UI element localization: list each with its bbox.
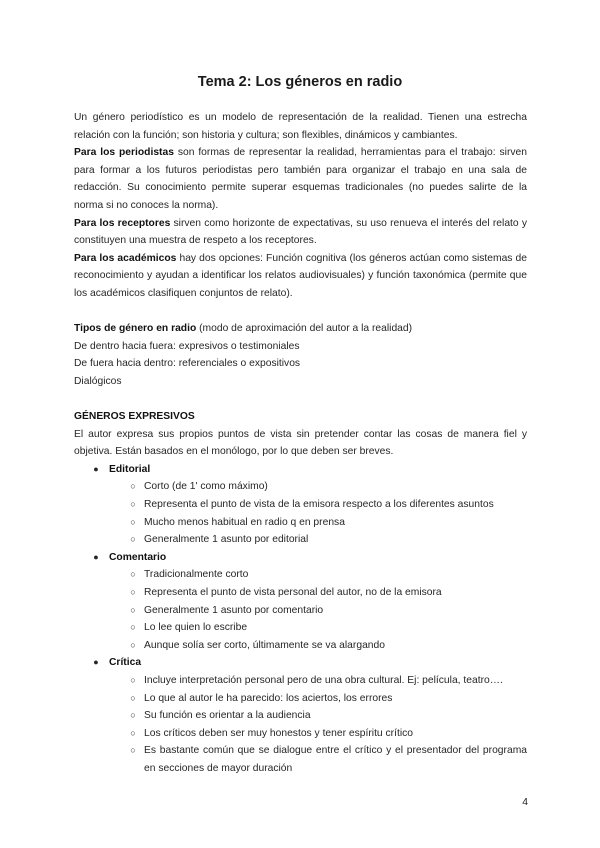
- genre-item-critica: [74, 654, 527, 777]
- list-item-text: Su función es orientar a la audiencia: [144, 710, 311, 722]
- list-item-text: Mucho menos habitual en radio q en prensa: [144, 516, 345, 528]
- list-item-text: Generalmente 1 asunto por editorial: [144, 534, 309, 546]
- circle-bullet-icon: ○: [130, 622, 136, 633]
- periodistas-paragraph: [74, 144, 527, 214]
- circle-bullet-icon: ○: [130, 745, 136, 756]
- page-number: 4: [522, 797, 528, 808]
- list-item-text: Representa el punto de vista de la emisora respecto a los diferentes asuntos: [144, 499, 494, 511]
- bullet-icon: ●: [93, 463, 99, 474]
- tipos-heading: [74, 320, 527, 338]
- list-item: [74, 478, 527, 496]
- circle-bullet-icon: ○: [130, 516, 136, 527]
- circle-bullet-icon: ○: [130, 692, 136, 703]
- genre-sublist: [109, 478, 527, 548]
- list-item-text: Lo que al autor le ha parecido: los aciertos, los errores: [144, 692, 393, 704]
- list-item: [74, 707, 527, 725]
- list-item-text: Incluye interpretación personal pero de una obra cultural. Ej: película, teatro….: [144, 675, 503, 686]
- list-item: [74, 531, 527, 549]
- expresivos-heading-text: GÉNEROS EXPRESIVOS: [74, 411, 195, 423]
- circle-bullet-icon: ○: [130, 639, 136, 650]
- list-item: [74, 725, 527, 743]
- circle-bullet-icon: ○: [130, 727, 136, 738]
- genre-sublist: [109, 672, 527, 778]
- bullet-icon: ●: [93, 551, 99, 562]
- genre-sublist: [109, 566, 527, 654]
- genre-item-editorial: [74, 461, 527, 549]
- bullet-icon: ●: [93, 657, 99, 668]
- list-item: [74, 619, 527, 637]
- academicos-text: hay dos opciones: Función cognitiva (los géneros actúan como sistemas de reconocimiento y ayudan a identificar los relatos audiovisuales) y función taxonómica (permite que los académicos clasifiquen conjuntos de relato).: [74, 252, 528, 299]
- academicos-paragraph: [74, 250, 527, 303]
- list-item: [74, 584, 527, 602]
- receptores-paragraph: [74, 215, 527, 250]
- list-item-text: Aunque solía ser corto, últimamente se va alargando: [144, 639, 385, 651]
- list-item: [74, 690, 527, 708]
- list-item: [74, 672, 527, 690]
- list-item: [74, 566, 527, 584]
- list-item-text: Tradicionalmente corto: [144, 569, 249, 581]
- list-item-text: Generalmente 1 asunto por comentario: [144, 604, 324, 616]
- genre-item-comentario: [74, 549, 527, 655]
- page-content: [74, 109, 527, 778]
- tipos-line: De fuera hacia dentro: referenciales o expositivos: [74, 358, 301, 370]
- list-item-text: Los críticos deben ser muy honestos y tener espíritu crítico: [144, 727, 413, 739]
- list-item: [74, 514, 527, 532]
- intro-paragraph: Un género periodístico es un modelo de representación de la realidad. Tienen una estrecha relación con la función; son historia y cultura; son flexibles, dinámicos y cambiantes.: [74, 112, 527, 141]
- receptores-text: sirven como horizonte de expectativas, su uso renueva el interés del relato y constituyen una muestra de respeto a los receptores.: [74, 217, 527, 247]
- circle-bullet-icon: ○: [130, 710, 136, 721]
- circle-bullet-icon: ○: [130, 604, 136, 615]
- circle-bullet-icon: ○: [130, 587, 136, 598]
- tipos-line: Dialógicos: [74, 375, 122, 387]
- circle-bullet-icon: ○: [130, 675, 136, 685]
- periodistas-text: son formas de representar la realidad, herramientas para el trabajo: sirven para formar a los futuros periodistas pero también para organizar el trabajo en una sala de redacción. Su conocimiento permite superar esquemas tradicionales (no puedes salirte de la norma si no conoces la norma).: [74, 147, 527, 211]
- expresivos-heading: [74, 408, 527, 426]
- spacer: [74, 303, 527, 321]
- list-item-text: Es bastante común que se dialogue entre el crítico y el presentador del programa en secciones de mayor duración: [144, 745, 527, 774]
- list-item-text: Representa el punto de vista personal del autor, no de la emisora: [144, 587, 442, 599]
- circle-bullet-icon: ○: [130, 534, 136, 545]
- list-item: [74, 602, 527, 620]
- genre-label: Crítica: [109, 657, 142, 669]
- tipos-text: (modo de aproximación del autor a la realidad): [196, 323, 413, 335]
- academicos-label: Para los académicos: [74, 252, 177, 264]
- circle-bullet-icon: ○: [130, 499, 136, 510]
- periodistas-label: Para los periodistas: [74, 147, 174, 159]
- list-item-text: Lo lee quien lo escribe: [144, 622, 248, 634]
- list-item: [74, 496, 527, 514]
- expresivos-intro: El autor expresa sus propios puntos de vista sin pretender contar las cosas de manera fiel y objetiva. Están basados en el monólogo, por lo que deben ser breves.: [74, 428, 527, 458]
- circle-bullet-icon: ○: [130, 569, 136, 580]
- list-item-text: Corto (de 1' como máximo): [144, 481, 268, 493]
- genre-list: [74, 461, 527, 778]
- genre-label: Comentario: [109, 551, 167, 563]
- list-item: [74, 742, 527, 777]
- tipos-label: Tipos de género en radio: [74, 323, 197, 335]
- spacer: [74, 391, 527, 409]
- list-item: [74, 637, 527, 655]
- page-title: Tema 2: Los géneros en radio: [197, 74, 403, 90]
- circle-bullet-icon: ○: [130, 481, 136, 492]
- tipos-line: De dentro hacia fuera: expresivos o testimoniales: [74, 340, 300, 352]
- receptores-label: Para los receptores: [74, 217, 171, 229]
- genre-label: Editorial: [109, 463, 151, 475]
